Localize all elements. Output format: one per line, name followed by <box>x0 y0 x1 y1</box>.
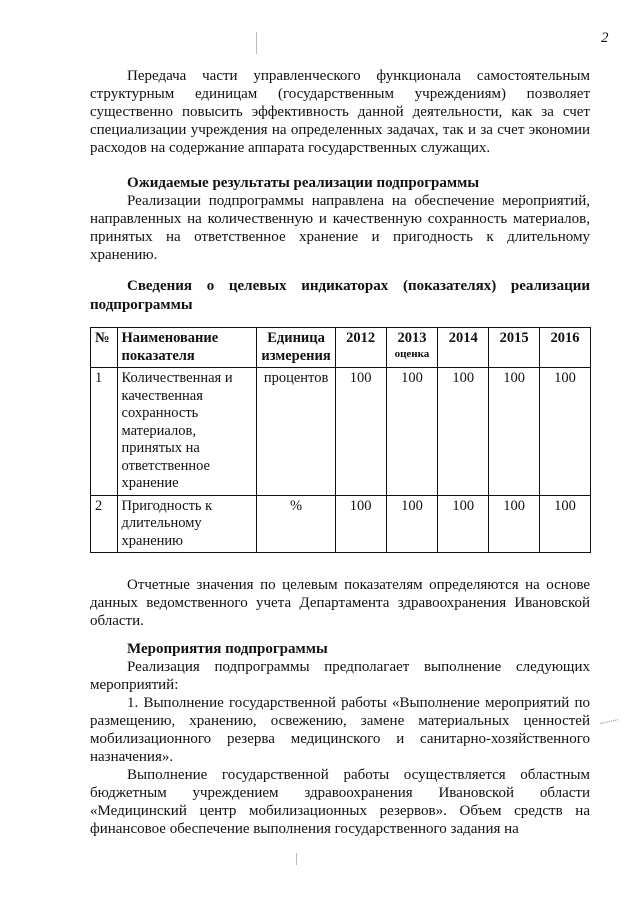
intro-text: Передача части управленческого функционала самостоятельным структурным единицам (государственным учреждениям) позволяет существенно повысить эффективность данной деятельности, как за счет специализации учреждения на определенных задачах, так и за счет экономии расходов на содержание аппарата государственных служащих. <box>90 68 590 156</box>
row-num: 2 <box>91 495 118 553</box>
header-2013-year: 2013 <box>397 330 427 346</box>
activities-heading: Мероприятия подпрограммы <box>127 641 328 657</box>
row-name: Количественная и качественная сохранность материалов, принятых на ответственное хранение <box>117 368 257 496</box>
scan-artifact <box>600 719 619 732</box>
page-number: 2 <box>601 30 609 46</box>
header-2014: 2014 <box>438 328 489 368</box>
header-2013-note: оценка <box>394 347 430 360</box>
table-row <box>91 368 591 496</box>
header-2012: 2012 <box>335 328 386 368</box>
expected-results-paragraph <box>90 192 590 264</box>
expected-results-heading: Ожидаемые результаты реализации подпрограммы <box>127 175 480 191</box>
row-2012: 100 <box>335 495 386 553</box>
expected-results-text: Реализации подпрограммы направлена на обеспечение мероприятий, направленных на количественную и качественную сохранность материалов, принятых на ответственное хранение и пригодность к длительному хранению. <box>90 193 590 263</box>
header-name: Наименование показателя <box>117 328 257 368</box>
row-2013: 100 <box>386 495 438 553</box>
row-name: Пригодность к длительному хранению <box>117 495 257 553</box>
table-row <box>91 495 591 553</box>
row-2013: 100 <box>386 368 438 496</box>
row-2015: 100 <box>489 368 540 496</box>
intro-paragraph <box>90 67 590 157</box>
row-2012: 100 <box>335 368 386 496</box>
activities-body <box>90 658 590 838</box>
row-2016: 100 <box>540 368 591 496</box>
row-2015: 100 <box>489 495 540 553</box>
header-2016: 2016 <box>540 328 591 368</box>
header-num: № <box>91 328 118 368</box>
row-2014: 100 <box>438 495 489 553</box>
row-num: 1 <box>91 368 118 496</box>
activities-intro: Реализация подпрограммы предполагает выполнение следующих мероприятий: <box>90 659 590 693</box>
scan-artifact <box>296 853 297 865</box>
table-header-row <box>91 328 591 368</box>
indicators-title: Сведения о целевых индикаторах (показателях) реализации подпрограммы <box>90 278 590 313</box>
activities-item-1: 1. Выполнение государственной работы «Выполнение мероприятий по размещению, хранению, освежению, замене материальных ценностей мобилизационного резерва медицинского и санитарно-хозяйственного назначения». <box>90 695 590 765</box>
row-2016: 100 <box>540 495 591 553</box>
reporting-note-text: Отчетные значения по целевым показателям определяются на основе данных ведомственного учета Департамента здравоохранения Ивановской области. <box>90 577 590 629</box>
row-2014: 100 <box>438 368 489 496</box>
header-2013 <box>386 328 438 368</box>
row-unit: процентов <box>257 368 335 496</box>
scan-artifact <box>256 32 257 54</box>
header-unit: Единица измерения <box>257 328 335 368</box>
indicators-table <box>90 327 591 553</box>
row-unit: % <box>257 495 335 553</box>
activities-item-2: Выполнение государственной работы осуществляется областным бюджетным учреждением здравоохранения Ивановской области «Медицинский центр мобилизационных резервов». Объем средств на финансовое обеспечение выполнения государственного задания на <box>90 767 590 837</box>
reporting-note-paragraph <box>90 576 590 630</box>
header-2015: 2015 <box>489 328 540 368</box>
